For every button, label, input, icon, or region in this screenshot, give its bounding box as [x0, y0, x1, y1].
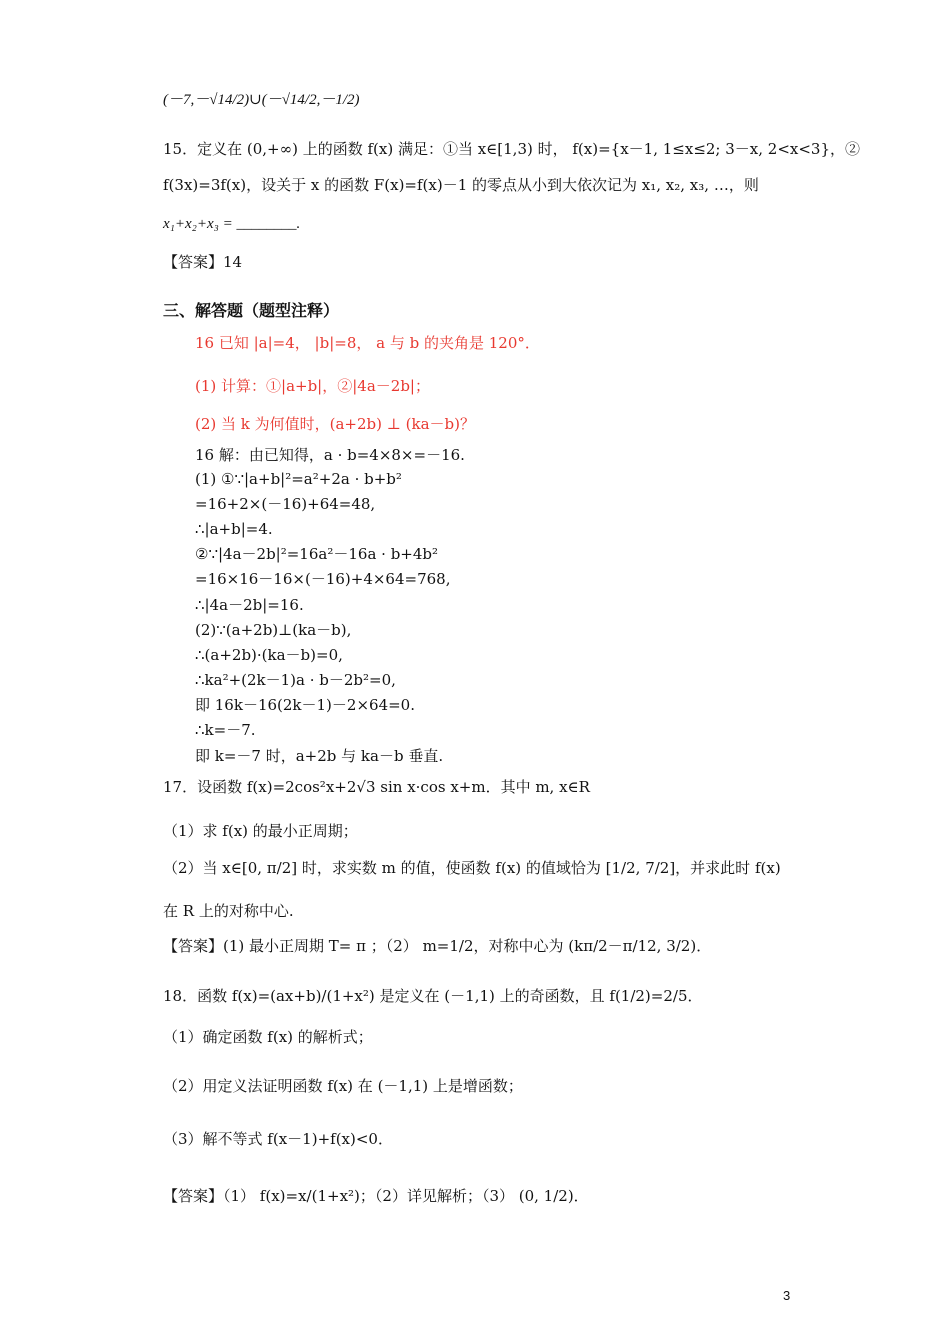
solution-16-line: (1) ①∵|a+b|²=a²+2a · b+b²	[195, 470, 402, 488]
solution-16-line: ∴|4a－2b|=16.	[195, 596, 304, 614]
solution-16-line: =16+2×(－16)+64=48,	[195, 495, 376, 513]
solution-16-line: =16×16－16×(－16)+4×64=768,	[195, 570, 451, 588]
answer-prev-problem: (－7,－√14/2)∪(－√14/2,－1/2)	[163, 92, 360, 108]
solution-16-line: ∴|a+b|=4.	[195, 520, 273, 538]
page-number: 3	[783, 1288, 791, 1303]
solution-16-line: ∴ka²+(2k－1)a · b－2b²=0,	[195, 671, 396, 689]
problem-16-part2: (2) 当 k 为何值时，(a+2b) ⊥ (ka－b)？	[195, 415, 475, 433]
problem-18-answer: 【答案】（1） f(x)=x/(1+x²)；（2）详见解析；（3） (0, 1/2)．	[163, 1187, 589, 1205]
problem-15-statement: 15．定义在 (0,+∞) 上的函数 f(x) 满足：①当 x∈[1,3) 时， f(x)={x－1, 1≤x≤2; 3－x, 2<x<3}，②	[163, 140, 861, 158]
problem-17-part2: （2）当 x∈[0, π/2] 时，求实数 m 的值，使函数 f(x) 的值域恰为 [1/2, 7/2]，并求此时 f(x)	[163, 859, 781, 877]
problem-15-blank: x₁+x₂+x₃ = ________.	[163, 216, 301, 232]
problem-17-part1: （1）求 f(x) 的最小正周期；	[163, 822, 358, 840]
problem-17-answer: 【答案】(1) 最小正周期 T= π ；（2） m=1/2，对称中心为 (kπ/2－π/12, 3/2)．	[163, 937, 712, 955]
problem-18-statement: 18．函数 f(x)=(ax+b)/(1+x²) 是定义在 (－1,1) 上的奇函数，且 f(1/2)=2/5．	[163, 987, 703, 1005]
problem-15-condition: f(3x)=3f(x)，设关于 x 的函数 F(x)=f(x)－1 的零点从小到大依次记为 x₁, x₂, x₃, …，则	[163, 176, 759, 194]
problem-16-statement: 16 已知 |a|=4， |b|=8， a 与 b 的夹角是 120°．	[195, 334, 540, 352]
problem-18-part2: （2）用定义法证明函数 f(x) 在 (－1,1) 上是增函数；	[163, 1077, 523, 1095]
solution-16-line: (2)∵(a+2b)⊥(ka－b),	[195, 621, 352, 639]
problem-15-answer: 【答案】14	[163, 253, 243, 271]
problem-17-part2-cont: 在 R 上的对称中心.	[163, 902, 294, 920]
solution-16-intro: 16 解：由已知得，a · b=4×8×=－16.	[195, 446, 465, 464]
section-heading: 三、解答题（题型注释）	[163, 301, 340, 320]
solution-16-conclusion: 即 k=－7 时，a+2b 与 ka－b 垂直.	[195, 747, 444, 765]
problem-16-part1: (1) 计算：①|a+b|，②|4a－2b|；	[195, 377, 430, 395]
solution-16-line: ∴(a+2b)·(ka－b)=0,	[195, 646, 343, 664]
solution-16-line: 即 16k－16(2k－1)－2×64=0.	[195, 696, 415, 714]
solution-16-line: ②∵|4a－2b|²=16a²－16a · b+4b²	[195, 545, 439, 563]
problem-18-part3: （3）解不等式 f(x－1)+f(x)<0．	[163, 1130, 393, 1148]
problem-17-statement: 17．设函数 f(x)=2cos²x+2√3 sin x·cos x+m．其中 m, x∈R	[163, 778, 590, 796]
solution-16-line: ∴k=－7.	[195, 721, 256, 739]
problem-18-part1: （1）确定函数 f(x) 的解析式；	[163, 1028, 373, 1046]
